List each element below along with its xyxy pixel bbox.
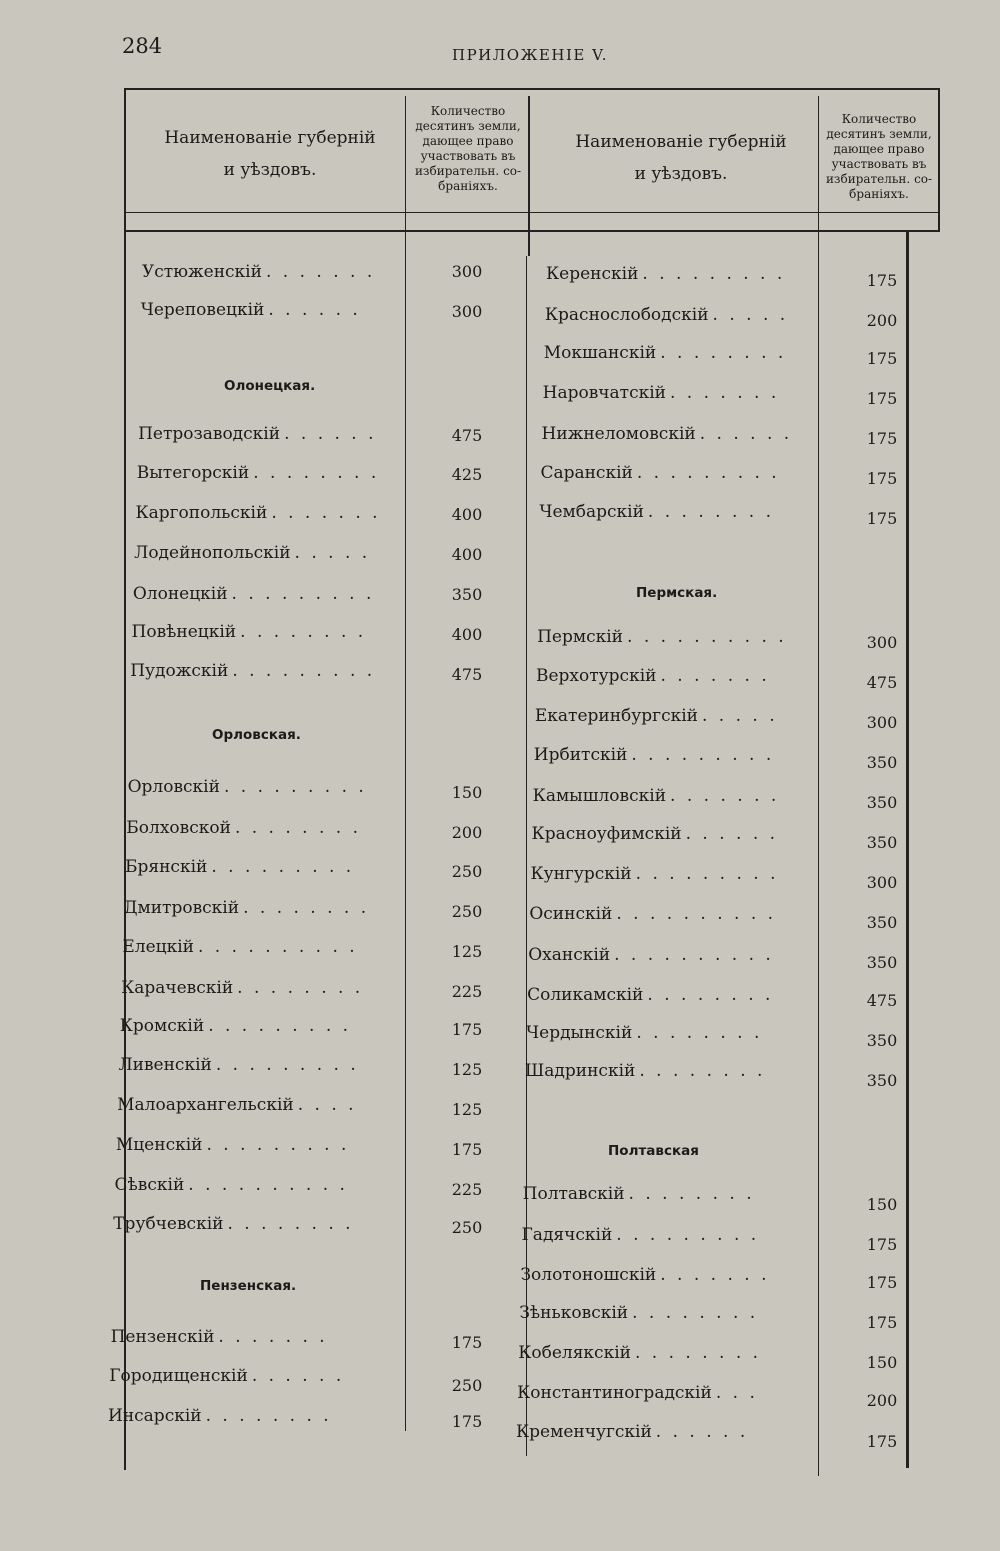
district-name: Пермскій	[537, 627, 624, 647]
leader-dots: . . . . . . . . .	[635, 864, 779, 884]
district-name: Городищенскій	[109, 1366, 248, 1386]
district-name: Мценскій	[115, 1135, 203, 1155]
district-name: Нижнеломовскій	[541, 424, 696, 444]
leader-dots: . . . . . . . . .	[232, 661, 376, 681]
district-name: Кобелякскій	[518, 1343, 631, 1363]
leader-dots: . . . . . . . . . .	[614, 945, 774, 965]
table-row	[545, 305, 788, 329]
desyatin-amount: 300	[866, 633, 898, 652]
district-name: Череповецкій	[140, 300, 265, 320]
desyatin-amount: 175	[451, 1333, 483, 1352]
table-row	[142, 262, 375, 286]
header-name-line1: Наименованіе губерній	[164, 128, 376, 148]
district-name: Дмитровскій	[123, 898, 240, 918]
leader-dots: . . . . . . . .	[639, 1061, 766, 1081]
leader-dots: . . . . . . . . . .	[197, 937, 358, 957]
table-row	[518, 1343, 761, 1367]
table-row	[111, 1327, 328, 1351]
leader-dots: . . . . . .	[268, 300, 361, 320]
district-name: Осинскій	[529, 904, 613, 924]
district-name: Елецкій	[122, 937, 194, 957]
leader-dots: . . . . . . . . .	[206, 1135, 350, 1155]
desyatin-amount: 175	[451, 1412, 483, 1431]
desyatin-amount: 475	[451, 665, 483, 684]
district-name: Устюженскій	[142, 262, 262, 282]
district-name: Орловскій	[127, 777, 220, 797]
desyatin-amount: 475	[451, 426, 483, 445]
district-name: Оханскій	[528, 945, 611, 965]
table-row	[532, 824, 779, 848]
table-row	[540, 463, 779, 487]
leader-dots: . . . . . . . . .	[211, 857, 355, 877]
leader-dots: . . . . . . .	[265, 262, 376, 282]
table-row	[117, 1095, 356, 1119]
district-name: Брянскій	[125, 857, 208, 877]
desyatin-amount: 150	[451, 783, 483, 802]
leader-dots: . . . . . . . .	[227, 1214, 354, 1234]
leader-dots: . . . . . .	[251, 1366, 345, 1386]
header-name-line2: и уѣздовъ.	[634, 164, 728, 185]
desyatin-amount: 150	[866, 1353, 898, 1372]
district-name: Вытегорскій	[136, 463, 250, 483]
header-name-right	[546, 126, 816, 191]
table-row	[137, 463, 380, 487]
district-name: Зѣньковскій	[519, 1303, 629, 1323]
leader-dots: . . . . . . . . .	[636, 463, 780, 483]
desyatin-amount: 125	[451, 1100, 483, 1119]
desyatin-amount: 175	[451, 1020, 483, 1039]
leader-dots: . . . . . . .	[670, 786, 780, 806]
table-row	[116, 1135, 350, 1159]
district-name: Ливенскій	[118, 1055, 212, 1075]
desyatin-amount: 175	[866, 1313, 898, 1332]
section-heading: Олонецкая.	[224, 378, 316, 394]
table-row	[516, 1422, 748, 1446]
leader-dots: . . . . . . . .	[240, 622, 367, 642]
table-row	[537, 627, 787, 651]
district-name: Кунгурскій	[530, 864, 632, 884]
leader-dots: . . . . . . . . .	[631, 745, 775, 765]
district-name: Краснослободскій	[544, 305, 709, 325]
leader-dots: . . . . . . .	[218, 1327, 328, 1347]
leader-dots: . . . . . . . .	[628, 1184, 755, 1204]
district-name: Кременчугскій	[516, 1422, 652, 1442]
table-row	[109, 1366, 344, 1390]
district-name: Карачевскій	[121, 978, 234, 998]
district-name: Красноуфимскій	[531, 824, 682, 844]
header-amount-line: дающее право	[833, 142, 925, 156]
table-row	[138, 424, 376, 448]
header-amount-line: дающее право	[422, 134, 514, 148]
leader-dots: . . . . . .	[685, 824, 779, 844]
district-name: Соликамскій	[527, 985, 644, 1005]
district-name: Верхотурскій	[536, 666, 657, 686]
desyatin-amount: 175	[866, 509, 898, 528]
leader-dots: . . . . .	[712, 305, 789, 325]
district-name: Болховской	[126, 818, 231, 838]
table-row	[533, 786, 780, 810]
district-name: Гадячскій	[521, 1225, 613, 1245]
table-row	[141, 300, 361, 324]
table-row	[133, 584, 375, 608]
desyatin-amount: 350	[866, 1031, 898, 1050]
desyatin-amount: 400	[451, 545, 483, 564]
leader-dots: . . . . . .	[655, 1422, 749, 1442]
desyatin-amount: 350	[866, 833, 898, 852]
district-name: Пензенскій	[110, 1327, 215, 1347]
table-row	[132, 622, 367, 646]
table-row	[543, 383, 780, 407]
section-heading: Пермская.	[636, 585, 718, 601]
district-name: Шадринскій	[524, 1061, 636, 1081]
header-amount-line: Количество	[430, 104, 506, 118]
desyatin-amount: 225	[451, 1180, 483, 1199]
leader-dots: . . . . . . . .	[205, 1406, 332, 1426]
table-row	[522, 1225, 760, 1249]
desyatin-amount: 250	[451, 862, 483, 881]
header-name-line2: и уѣздовъ.	[223, 160, 317, 181]
district-name: Трубчевскій	[113, 1214, 224, 1234]
district-name: Кромскій	[119, 1016, 205, 1036]
desyatin-amount: 175	[866, 1235, 898, 1254]
header-amount-line: участвовать въ	[831, 157, 927, 171]
leader-dots: . . . . . . . . . .	[627, 627, 787, 647]
leader-dots: . . . . . . . .	[636, 1023, 763, 1043]
header-name-line1: Наименованіе губерній	[575, 132, 787, 152]
district-name: Керенскій	[546, 264, 639, 284]
district-name: Лодейнопольскій	[134, 543, 291, 563]
leader-dots: . . . . . . .	[660, 1265, 770, 1285]
district-name: Наровчатскій	[542, 383, 666, 403]
table-row	[122, 937, 357, 961]
leader-dots: . . . . . . . .	[660, 343, 787, 363]
column-divider	[818, 96, 819, 1476]
desyatin-amount: 250	[451, 1218, 483, 1237]
table-row	[527, 985, 773, 1009]
table-row	[529, 904, 776, 928]
table-row	[124, 898, 369, 922]
leader-dots: . . . . .	[702, 706, 778, 726]
table-row	[528, 945, 774, 969]
header-amount-line: браніяхъ.	[438, 179, 498, 193]
section-heading: Пензенская.	[200, 1278, 297, 1294]
table-row	[517, 1383, 758, 1407]
district-name: Камышловскій	[532, 786, 667, 806]
desyatin-amount: 400	[451, 625, 483, 644]
page-number: 284	[122, 34, 163, 58]
table-row	[134, 543, 370, 567]
leader-dots: . . . . . . . . .	[223, 777, 367, 797]
table-row	[546, 264, 785, 288]
leader-dots: . . . . . . . . . .	[616, 904, 777, 924]
table-row	[113, 1214, 353, 1238]
desyatin-amount: 475	[866, 991, 898, 1010]
table-row	[536, 666, 770, 690]
leader-dots: . . . . . . . .	[234, 818, 361, 838]
header-amount-line: десятинъ земли,	[826, 127, 932, 141]
leader-dots: . . . . . . . . .	[642, 264, 786, 284]
leader-dots: . . . . . . . .	[237, 978, 364, 998]
desyatin-amount: 300	[866, 713, 898, 732]
desyatin-amount: 175	[866, 349, 898, 368]
leader-dots: . . . . . . .	[670, 383, 780, 403]
leader-dots: . . . . . . . . . .	[188, 1175, 348, 1195]
desyatin-amount: 475	[866, 673, 898, 692]
leader-dots: . . . . . . . . .	[231, 584, 375, 604]
table-row	[120, 1016, 351, 1040]
table-row	[519, 1303, 758, 1327]
district-name: Мокшанскій	[543, 343, 657, 363]
header-name-left	[140, 122, 400, 187]
district-name: Чердынскій	[526, 1023, 633, 1043]
table-row	[115, 1175, 348, 1199]
leader-dots: . . . . . . . .	[632, 1303, 759, 1323]
leader-dots: . . . . . .	[699, 424, 793, 444]
desyatin-amount: 125	[451, 1060, 483, 1079]
desyatin-amount: 425	[451, 465, 483, 484]
district-name: Сѣвскій	[114, 1175, 185, 1195]
leader-dots: . . . . . . . .	[634, 1343, 762, 1363]
leader-dots: . . . . . . .	[271, 503, 381, 523]
leader-dots: . . . . . . . .	[647, 985, 774, 1005]
table-row	[125, 857, 354, 881]
table-row	[135, 503, 380, 527]
district-name: Пудожскій	[130, 661, 229, 681]
table-row	[542, 424, 793, 448]
district-name: Полтавскій	[522, 1184, 625, 1204]
district-name: Каргопольскій	[135, 503, 268, 523]
table-row	[539, 502, 774, 526]
desyatin-amount: 175	[866, 1432, 898, 1451]
column-divider	[528, 96, 530, 256]
header-amount-line: десятинъ земли,	[415, 119, 521, 133]
table-row	[534, 745, 774, 769]
table-row	[535, 706, 778, 730]
header-amount-line: участвовать въ	[420, 149, 516, 163]
desyatin-amount: 175	[866, 429, 898, 448]
desyatin-amount: 350	[866, 753, 898, 772]
desyatin-amount: 350	[866, 913, 898, 932]
leader-dots: . . . . . . . . .	[215, 1055, 359, 1075]
district-name: Чембарскій	[539, 502, 644, 522]
desyatin-amount: 175	[866, 469, 898, 488]
leader-dots: . . .	[715, 1383, 758, 1403]
desyatin-amount: 300	[451, 262, 483, 281]
table-row	[126, 818, 361, 842]
leader-dots: . . . . . . . .	[647, 502, 774, 522]
desyatin-amount: 175	[451, 1140, 483, 1159]
table-row	[526, 1023, 762, 1047]
table-row	[128, 777, 367, 801]
desyatin-amount: 200	[866, 1391, 898, 1410]
desyatin-amount: 350	[451, 585, 483, 604]
table-row	[130, 661, 375, 685]
leader-dots: . . . . . . . . .	[208, 1016, 352, 1036]
desyatin-amount: 300	[866, 873, 898, 892]
desyatin-amount: 175	[866, 271, 898, 290]
desyatin-amount: 175	[866, 389, 898, 408]
desyatin-amount: 225	[451, 982, 483, 1001]
desyatin-amount: 200	[866, 311, 898, 330]
desyatin-amount: 400	[451, 505, 483, 524]
header-amount-line: Количество	[841, 112, 917, 126]
district-name: Петрозаводскій	[138, 424, 281, 444]
header-amount-left	[408, 104, 528, 194]
leader-dots: . . . . . . .	[660, 666, 770, 686]
desyatin-amount: 175	[866, 1273, 898, 1292]
desyatin-amount: 350	[866, 793, 898, 812]
district-name: Ирбитскій	[533, 745, 628, 765]
table-row	[118, 1055, 358, 1079]
district-name: Повѣнецкій	[131, 622, 237, 642]
district-name: Екатеринбургскій	[534, 706, 698, 726]
column-divider	[405, 96, 406, 1431]
header-amount-line: избирательн. со-	[414, 164, 522, 178]
header-amount-line: избирательн. со-	[825, 172, 933, 186]
header-amount-right	[820, 112, 938, 202]
desyatin-amount: 200	[451, 823, 483, 842]
leader-dots: . . . . . . . .	[253, 463, 380, 483]
district-name: Константиноградскій	[517, 1383, 712, 1403]
table-right-rule	[938, 88, 940, 232]
table-row	[520, 1265, 769, 1289]
leader-dots: . . . . .	[294, 543, 371, 563]
district-name: Саранскій	[540, 463, 633, 483]
desyatin-amount: 350	[866, 953, 898, 972]
header-amount-line: браніяхъ.	[849, 187, 909, 201]
district-name: Инсарскій	[108, 1406, 202, 1426]
desyatin-amount: 250	[451, 902, 483, 921]
table-row	[523, 1184, 755, 1208]
district-name: Золотоношскій	[520, 1265, 657, 1285]
table-row	[121, 978, 363, 1002]
leader-dots: . . . . . .	[284, 424, 377, 444]
table-row	[544, 343, 787, 367]
district-name: Олонецкій	[132, 584, 228, 604]
desyatin-amount: 125	[451, 942, 483, 961]
running-title: ПРИЛОЖЕНІЕ V.	[452, 46, 609, 64]
desyatin-amount: 250	[451, 1376, 483, 1395]
section-heading: Полтавская	[608, 1143, 699, 1159]
leader-dots: . . . . . . . . .	[616, 1225, 760, 1245]
desyatin-amount: 350	[866, 1071, 898, 1090]
district-name: Малоархангельскій	[117, 1095, 294, 1115]
desyatin-amount: 300	[451, 302, 483, 321]
desyatin-amount: 150	[866, 1195, 898, 1214]
section-heading: Орловская.	[212, 727, 301, 743]
table-row	[530, 864, 778, 888]
table-row	[525, 1061, 766, 1085]
leader-dots: . . . . . . . .	[243, 898, 370, 918]
leader-dots: . . . .	[297, 1095, 357, 1115]
table-row	[108, 1406, 332, 1430]
